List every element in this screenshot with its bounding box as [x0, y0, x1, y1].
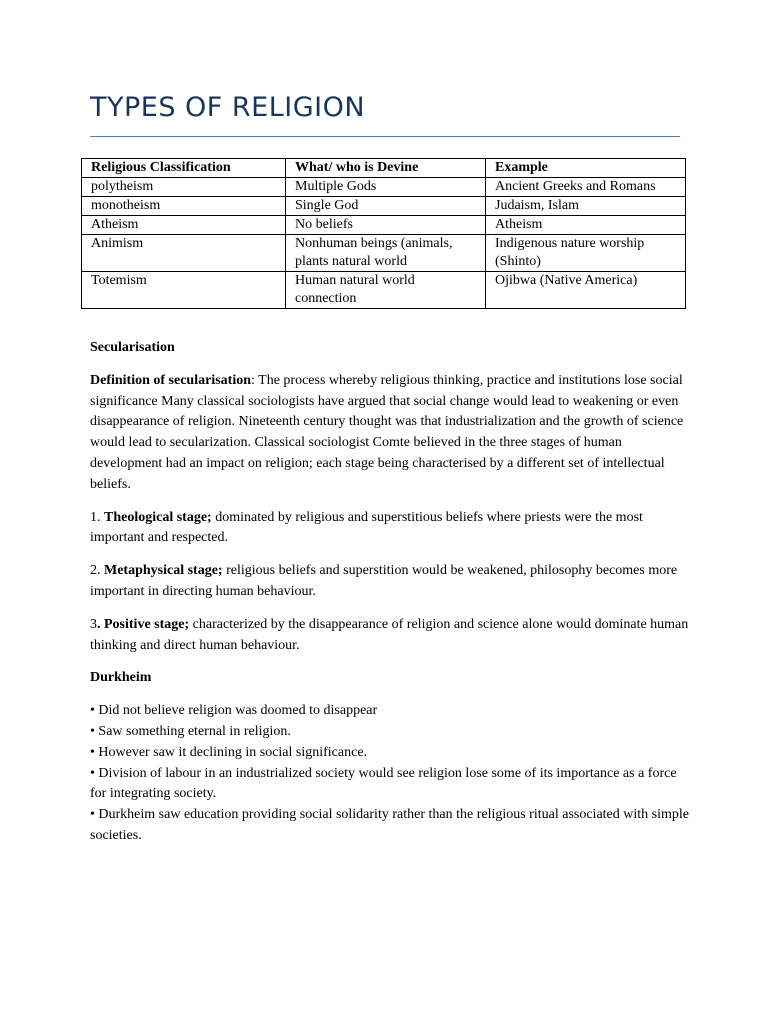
- table-cell: Totemism: [82, 272, 286, 309]
- list-item: • Durkheim saw education providing social solidarity rather than the religious ritual associated with simple societies.: [90, 807, 689, 843]
- column-header: What/ who is Devine: [286, 159, 486, 178]
- stage-label: Theological stage;: [104, 509, 212, 525]
- stage-text: religious beliefs and superstition would be weakened, philosophy becomes more important in directing human behaviour.: [90, 563, 678, 599]
- page-title: TYPES OF RELIGION: [90, 92, 366, 123]
- stage-text: dominated by religious and superstitious beliefs where priests were the most important and respected.: [90, 509, 643, 546]
- table-row: [82, 197, 686, 216]
- stage-number: 2.: [90, 563, 104, 579]
- table-cell: Animism: [82, 235, 286, 272]
- column-header: Example: [486, 159, 686, 178]
- table-cell: No beliefs: [286, 216, 486, 235]
- stage-item: [90, 508, 690, 550]
- table-header-row: [82, 159, 686, 178]
- table-row: [82, 178, 686, 197]
- table-cell: Atheism: [486, 216, 686, 235]
- section-heading-durkheim: Durkheim: [90, 670, 152, 686]
- stage-text: characterized by the disappearance of religion and science alone would dominate human thinking and direct human behaviour.: [90, 616, 689, 653]
- list-item: • Saw something eternal in religion.: [90, 723, 291, 739]
- table-cell: polytheism: [82, 178, 286, 197]
- section-heading-secularisation: Secularisation: [90, 340, 175, 355]
- column-header: Religious Classification: [82, 159, 286, 178]
- body-text: [90, 338, 690, 847]
- durkheim-bullet-list: [90, 701, 690, 847]
- definition-text: : The process whereby religious thinking, practice and institutions lose social significance Many classical sociologists have argued that social change would lead to weakening or even disappearance of religion. Nineteenth century thought was that industrialization and the growth of science would lead to secularization. Classical sociologist Comte believed in the three stages of human development had an impact on religion; each stage being characterised by a different set of intellectual beliefs.: [90, 372, 684, 492]
- table-cell: Indigenous nature worship (Shinto): [486, 235, 686, 272]
- table-cell: Judaism, Islam: [486, 197, 686, 216]
- stage-item: [90, 561, 690, 603]
- stage-number: 3: [90, 616, 97, 632]
- table-cell: Human natural world connection: [286, 272, 486, 309]
- stage-item: [90, 615, 690, 657]
- table-cell: Ojibwa (Native America): [486, 272, 686, 309]
- table-row: [82, 272, 686, 309]
- table-row: [82, 235, 686, 272]
- table-cell: Ancient Greeks and Romans: [486, 178, 686, 197]
- stage-label: . Positive stage;: [97, 616, 190, 632]
- list-item: • However saw it declining in social significance.: [90, 744, 368, 760]
- list-item: • Did not believe religion was doomed to disappear: [90, 703, 378, 719]
- definition-paragraph: [90, 371, 690, 496]
- table-cell: Atheism: [82, 216, 286, 235]
- table-cell: Multiple Gods: [286, 178, 486, 197]
- table-cell: Single God: [286, 197, 486, 216]
- stage-number: 1.: [90, 509, 104, 525]
- table-row: [82, 216, 686, 235]
- table-cell: monotheism: [82, 197, 286, 216]
- table-cell: Nonhuman beings (animals, plants natural world: [286, 235, 486, 272]
- religion-types-table: [81, 158, 686, 309]
- list-item: • Division of labour in an industrialized society would see religion lose some of its importance as a force for integrating society.: [90, 765, 677, 802]
- definition-label: Definition of secularisation: [90, 372, 251, 388]
- stage-label: Metaphysical stage;: [104, 563, 223, 579]
- title-underline: [90, 136, 680, 137]
